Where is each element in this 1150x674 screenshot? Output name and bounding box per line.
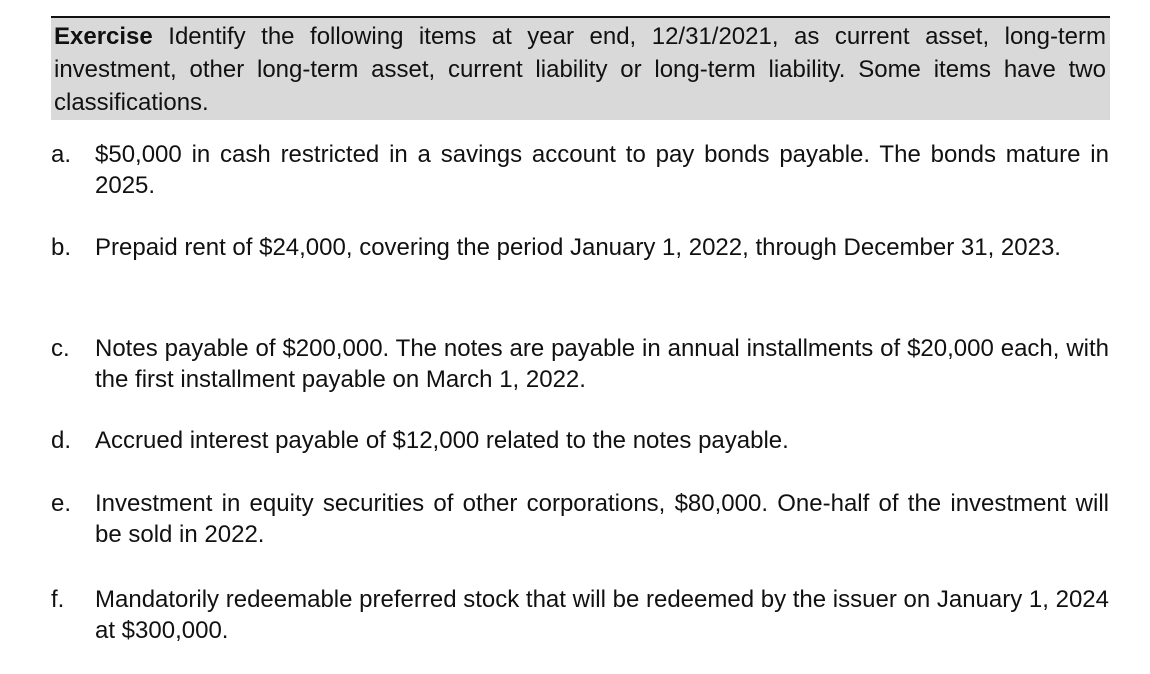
item-letter: e. xyxy=(51,490,72,517)
item-text: $50,000 in cash restricted in a savings account to pay bonds payable. The bonds mature in 2025. xyxy=(95,141,1109,199)
exercise-instructions-text: Identify the following items at year end, 12/31/2021, as current asset, long-term investment, other long-term asset, current liability or long-term liability. Some items have two classifications. xyxy=(54,23,1106,116)
list-item-c xyxy=(51,333,1109,395)
list-item-b xyxy=(51,232,1109,263)
list-item-a xyxy=(51,139,1109,201)
list-item-f xyxy=(51,584,1109,646)
item-letter: c. xyxy=(51,335,70,362)
item-text: Accrued interest payable of $12,000 related to the notes payable. xyxy=(95,427,789,454)
item-text: Investment in equity securities of other corporations, $80,000. One-half of the investment will be sold in 2022. xyxy=(95,490,1109,548)
exercise-header xyxy=(51,16,1110,120)
list-item-e xyxy=(51,488,1109,550)
exercise-instructions xyxy=(54,20,1106,119)
list-item-d xyxy=(51,425,1109,456)
item-text: Notes payable of $200,000. The notes are payable in annual installments of $20,000 each, with the first installment payable on March 1, 2022. xyxy=(95,335,1109,393)
item-letter: a. xyxy=(51,141,72,168)
item-text: Mandatorily redeemable preferred stock that will be redeemed by the issuer on January 1, 2024 at $300,000. xyxy=(95,586,1109,644)
item-letter: d. xyxy=(51,427,72,454)
item-letter: f. xyxy=(51,586,65,613)
item-text: Prepaid rent of $24,000, covering the period January 1, 2022, through December 31, 2023. xyxy=(95,234,1061,261)
exercise-lead: Exercise xyxy=(54,23,153,50)
item-letter: b. xyxy=(51,234,72,261)
